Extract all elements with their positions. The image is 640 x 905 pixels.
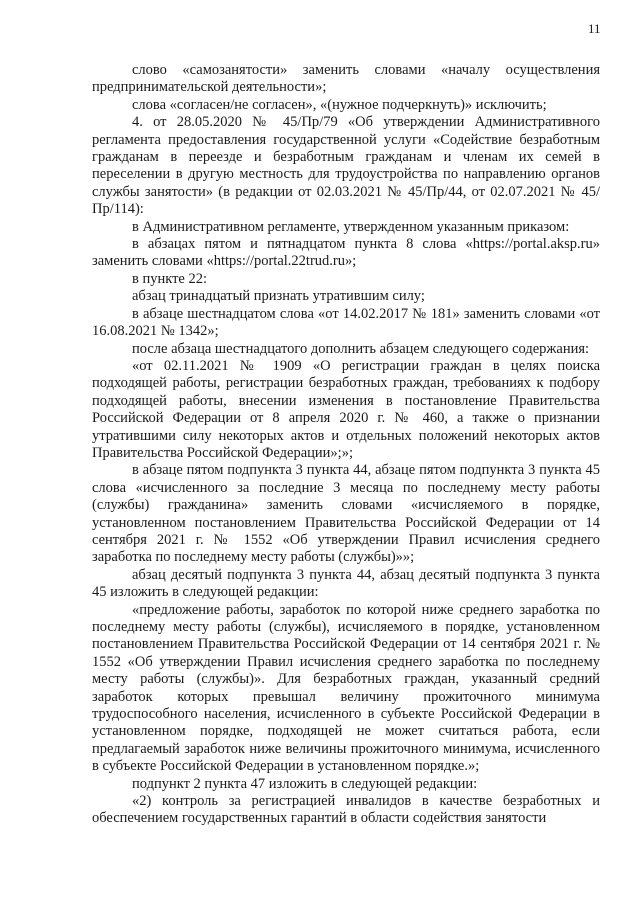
paragraph: слово «самозанятости» заменить словами «началу осуществления предпринимательской деятельности»;	[92, 62, 600, 96]
paragraph: в абзацах пятом и пятнадцатом пункта 8 слова «https://portal.aksp.ru» заменить словами «https://portal.22trud.ru»;	[92, 236, 600, 270]
paragraph: в абзаце шестнадцатом слова «от 14.02.2017 № 181» заменить словами «от 16.08.2021 № 1342»;	[92, 305, 600, 340]
page-number: 11	[588, 21, 601, 36]
paragraph: подпункт 2 пункта 47 изложить в следующей редакции:	[132, 775, 478, 792]
paragraph: «2) контроль за регистрацией инвалидов в качестве безработных и обеспечением государственных гарантий в области содействия занятости	[92, 793, 600, 827]
paragraph: слова «согласен/не согласен», «(нужное подчеркнуть)» исключить;	[132, 96, 547, 113]
paragraph: «от 02.11.2021 № 1909 «О регистрации граждан в целях поиска подходящей работы, регистрации безработных граждан, требованиях к подбору подходящей работы, внесении изменения в постановление Правительства Российской Федерации от 8 апреля 2020 г. № 460, а также о признании утратившими силу некоторых актов и отдельных положений некоторых актов Правительства Российской Федерации»;»;	[92, 357, 600, 461]
paragraph: 4. от 28.05.2020 № 45/Пр/79 «Об утверждении Административного регламента предоставления государственной услуги «Содействие безработным гражданам в переезде и безработным гражданам и членам их семей в переселении в другую местность для трудоустройства по направлению органов службы занятости» (в редакции от 02.03.2021 № 45/Пр/44, от 02.07.2021 № 45/Пр/114):	[92, 114, 600, 218]
paragraph: после абзаца шестнадцатого дополнить абзацем следующего содержания:	[132, 340, 590, 357]
document-body	[92, 62, 600, 828]
paragraph: в Административном регламенте, утвержденном указанным приказом:	[132, 218, 570, 235]
paragraph: в пункте 22:	[132, 270, 208, 287]
paragraph: абзац тринадцатый признать утратившим силу;	[132, 288, 425, 305]
paragraph: «предложение работы, заработок по которой ниже среднего заработка по последнему месту работы (службы), исчисляемого в порядке, установленном постановлением Правительства Российской Федерации от 14 сентября 2021 г. № 1552 «Об утверждении Правил исчисления среднего заработка по последнему месту работы (службы)». Для безработных граждан, указанный средний заработок которых превышал величину прожиточного минимума трудоспособного населения, исчисленного в субъекте Российской Федерации в установленном порядке, подходящей не может считаться работа, если предлагаемый заработок ниже величины прожиточного минимума, исчисленного в субъекте Российской Федерации в установленном порядке.»;	[92, 601, 600, 775]
paragraph: абзац десятый подпункта 3 пункта 44, абзац десятый подпункта 3 пункта 45 изложить в следующей редакции:	[92, 566, 600, 601]
paragraph: в абзаце пятом подпункта 3 пункта 44, абзаце пятом подпункта 3 пункта 45 слова «исчисленного за последние 3 месяца по последнему месту работы (службы) гражданина» заменить словами «исчисляемого в порядке, установленном постановлением Правительства Российской Федерации от 14 сентября 2021 г. № 1552 «Об утверждении Правил исчисления среднего заработка по последнему месту работы (службы)»»;	[92, 462, 600, 566]
